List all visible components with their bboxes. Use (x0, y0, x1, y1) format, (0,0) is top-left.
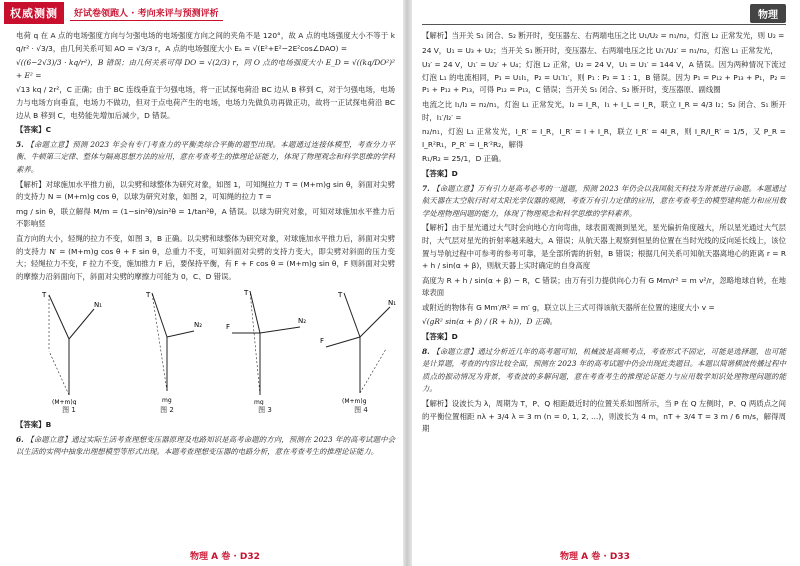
fig4-weight-label: (M+m)g (342, 398, 367, 406)
left-para-1: 电荷 q 在 A 点的电场强度方向与匀强电场的电场强度方向之间的夹角不是 120°，故 A 点的电场强度大小不等于 k q/r² · √3/3，由几何关系可知 AO = √3/3 r，A 点的电场强度大小 Eₐ = √(E²+E²−2E²cos∠DAO) = (16, 31, 395, 53)
figure-1-diagram (24, 287, 114, 405)
q7-analysis-3: 或附近的物体有 G Mm′/R² = m′ g，联立以上三式可得该航天器所在位置的速度大小 v = (422, 302, 715, 312)
q8-lead (422, 346, 786, 396)
header-slogan: 好试卷领跑人 · 考向来评与预测评析 (70, 5, 223, 21)
figure-3-caption: 图 3 (258, 406, 272, 415)
q6-analysis-2: 24 V，U₁ = U₃ + U₂；当开关 S₁ 断开时，变压器左、右两端电压之比 U₁′/U₂′ = n₁/n₂，灯泡 L₁ 正常发光， (422, 45, 778, 55)
q6-lead (16, 434, 395, 459)
fig3-weight-label: mg (254, 399, 264, 406)
q7-lead (422, 183, 786, 221)
q6-analysis-4: 电流之比 I₁/I₂ = n₂/n₁，灯泡 L₁ 正常发光，I₂ = I_R，I₁ + I_L = I_R，联立 I_R = 4/3 I₂；S₂ 闭合、S₁ 断开时，I₁′/I₂′ = (422, 99, 786, 122)
q5-lead (16, 139, 395, 177)
q6-analysis-1: 【解析】当开关 S₁ 闭合、S₂ 断开时，变压器左、右两端电压之比 U₁/U₂ = n₁/n₂，灯泡 L₂ 正常发光，则 U₂ = (422, 31, 785, 40)
brand-logo: 权威测测 (4, 2, 64, 24)
right-page-footer: 物理 A 卷 · D33 (560, 552, 630, 562)
q7-number: 7. (422, 183, 430, 193)
fig3-n-label: N₂ (298, 317, 307, 326)
fig2-t-label: T (146, 291, 151, 300)
q5-analysis-3: 直方向的大小，轻绳的拉力不变，如图 3，B 正确。以尖劈和球整体为研究对象，对球施加水平推力后，斜面对尖劈的支持力 N′ = (M+m)g cos θ + F sin θ，总重力不变，可知斜面对尖劈的支持力变大，即尖劈对斜面的压力变大；轻绳拉力不变，F 拉力不变，施加推力 F 后，要保持平衡，有 F + F cos θ = (M+m)g sin θ，F 则斜面对尖劈的摩擦力沿斜面向下，斜面对尖劈的摩擦力可能为 0，C、D 错误。 (16, 233, 395, 281)
fig4-f-label: F (320, 337, 325, 346)
fig1-t-label: T (42, 291, 47, 300)
q5-number: 5. (16, 139, 24, 149)
q5-lead-text: 【命题立意】预测 2023 年会有专门考查力的平衡类综合平衡的题型出现。本题通过连接体模型，考查分力平衡、牛顿第三定律、整体与隔离思想方法的应用，意在考查考生的推理论证能力，体现了物理观念和科学思维的学科素养。 (16, 139, 395, 174)
right-page (410, 0, 800, 566)
figure-3-diagram (220, 287, 310, 405)
top-banner (0, 2, 405, 23)
q7-analysis-4: √(gR² sin(α + β) / (R + h))，D 正确。 (422, 317, 557, 327)
figure-1 (24, 287, 114, 417)
left-page-footer: 物理 A 卷 · D32 (190, 552, 260, 562)
q7-analysis-2: 高度为 R + h / sin(α + β) − R，C 错误；由万有引力提供向心力有 G Mm/r² = m v²/r，忽略地球自转，在地球表面 (422, 275, 786, 298)
fig4-n-label: N₁ (388, 299, 397, 308)
q6-lead-text: 【命题立意】通过实际生活考查理想变压器原理及电路知识是高考命题的方向，预测在 2023 年的高考试题中会以生活的实例中抽象出理想模型等形式出现。本题考查理想变压器的电路分析，意在考查考生的推理论证能力。 (16, 434, 395, 457)
header-rule (422, 24, 786, 25)
q7-lead-text: 【命题立意】万有引力是高考必考的一道题，预测 2023 年仍会以我国航天科技为背景进行命题。本题通过航天器在太空航行时对太阳光学仪器的观测，考查万有引力定律的应用，意在考查考生的模型建构能力和应用数学处理物理问题的能力，体现了物理观念和科学思维的学科素养。 (422, 183, 786, 218)
subject-tab: 物理 (750, 4, 786, 23)
q7-analysis-1: 【解析】由于星光通过大气时会向地心方向弯曲，球表面观测到星光，星光偏折角度越大，所以星光通过大气层时，大气层对星光的折射率越来越大，A 错误；从航天器上观察到恒星的位置在当时光线的反向延长线上，该位置与导航过程中可参考的参考可靠，是全部所需的折射，B 错误；根据几何关系可知航天器离地心的距离 r = R + h / sin(α + β)，则航天器上实时确定的自身高度 (422, 223, 786, 271)
left-para-3: √13 kq / 2r²，C 正确；由于 BC 连线垂直于匀强电场，将一正试探电荷沿 BC 边从 B 移到 C，对于匀强电场，电场力与电场方向垂直，电场力不做功，但对于点电荷产生的电场，电场力先做负功再做正功，故将一正试探电荷沿 BC 边从 B 移到 C，电势能先增加后减少，D 错误。 (16, 85, 395, 120)
figure-2-caption: 图 2 (160, 406, 174, 415)
q6-analysis-5: n₂/n₁，灯泡 L₁ 正常发光，I_R′ = I_R，I_R′ = I + I_R，联立 I_R′ = 4I_R，则 I_R/I_R′ = 1/5，又 P_R = I_R²R₁，P_R′ = I_R′²R₂，解得 (422, 127, 786, 149)
q4-answer: 【答案】C (16, 125, 51, 135)
fig2-weight-label: mg (162, 397, 172, 405)
q8-analysis-1: 【解析】设波长为 λ，周期为 T，P、Q 相距最近时的位置关系如图所示，当 P 在 Q 左侧时，P、Q 两质点之间的平衡位置相距 nλ + 3/4 λ = 3 m (n = 0, 1, 2, …)，则波长为 4 m，nT + 3/4 T = 3 m / 6 m/s，解得周期 (422, 399, 786, 434)
force-diagrams (16, 287, 395, 419)
fig1-weight-label: (M+m)g (52, 399, 77, 406)
figure-2 (122, 287, 212, 417)
figure-3 (220, 287, 310, 417)
q6-answer: 【答案】D (422, 168, 458, 178)
q8-number: 8. (422, 346, 430, 356)
figure-4-caption: 图 4 (354, 406, 368, 415)
fig2-n-label: N₂ (194, 321, 203, 330)
q7-answer: 【答案】D (422, 332, 458, 342)
q8-lead-text: 【命题立意】通过分析近几年的高考题可知，机械波是高频考点，考查形式不固定，可能是选择题，也可能是计算题，考查的内容比较全面，预测在 2023 年的高考试题中仍会出现此类题目。本题以简谐横波传播过程中质点的振动情况为背景，考查波的多解问题，意在考查考生的推理论证能力与应用数学知识处理物理问题的能力。 (422, 346, 786, 394)
fig3-t-label: T (244, 289, 249, 298)
fig1-n-label: N₁ (94, 301, 103, 310)
figure-1-caption: 图 1 (62, 406, 76, 415)
q6-number: 6. (16, 434, 24, 444)
figure-4 (316, 287, 405, 417)
fig3-f-label: F (226, 323, 231, 332)
q6-analysis-3: U₃′ = 24 V，U₁′ = U₂′ + U₄；灯泡 L₂ 正常，U₂ = 24 V，U₁ = U₁′ = 144 V，A 错误。因为两种情况下流过灯泡 L₁ 的电流相同，P₁ = U₁I₁，P₂ = U₁′I₁′，则 P₁ : P₂ = 1 : 1，B 错误。因为 P₁ = P₁₂ + P₁₃ + P₁，P₂ = P₁ + P₁₂ + P₁₃，可得 P₁₂ = P₁₃，C 错误；当开关 S₁ 闭合、S₂ 断开时，变压器原、副线圈 (422, 60, 786, 95)
figure-4-diagram (316, 287, 405, 405)
figure-2-diagram (122, 287, 212, 405)
left-para-2: √((6−2√3)/3 · kq/r²)，B 错误；由几何关系可得 DO = √(2/3) r，同 O 点的电场强度大小 E_D = √((kq/DO²)² + E² = (16, 58, 395, 80)
q6-analysis-6: R₁/R₂ = 25/1，D 正确。 (422, 154, 506, 164)
q5-analysis-2: mg / sin θ，联立解得 M/m = (1−sin²θ)/sin²θ = 1/tan²θ，A 错误。以球为研究对象，可知对球施加水平推力后不影响竖 (16, 206, 395, 229)
q5-analysis-1: 【解析】对球施加水平推力前，以尖劈和球整体为研究对象，如图 1，可知绳拉力 T = (M+m)g sin θ，斜面对尖劈的支持力 N = (M+m)g cos θ，以球为研究对象，如图 2，可知绳的拉力 T = (16, 179, 395, 202)
q5-answer: 【答案】B (16, 420, 52, 430)
fig4-t-label: T (338, 291, 343, 300)
